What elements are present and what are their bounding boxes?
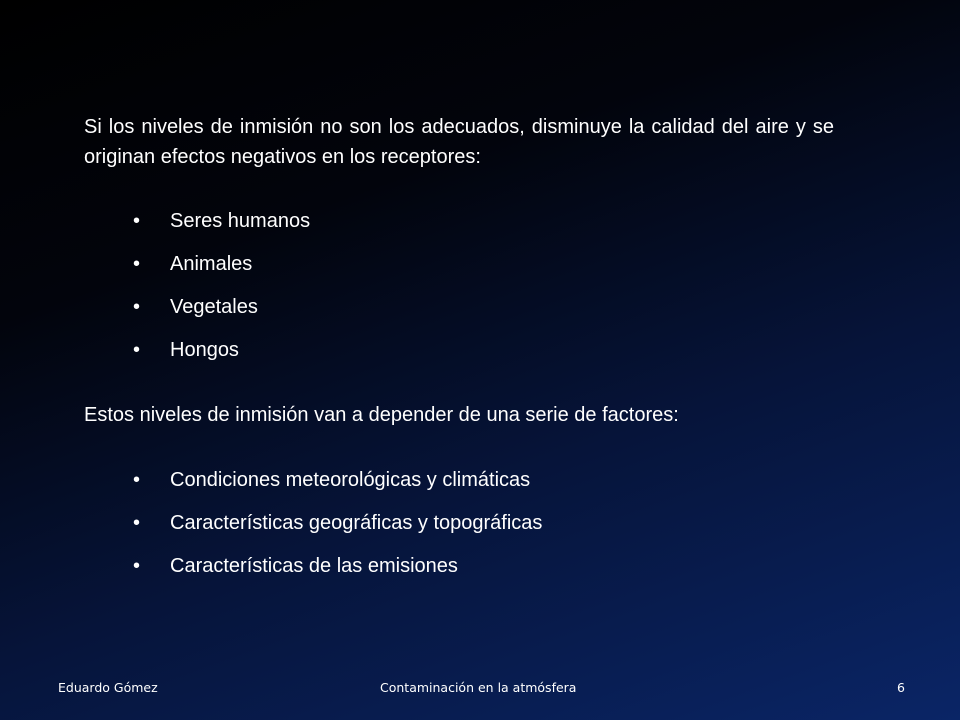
footer-title: Contaminación en la atmósfera xyxy=(380,680,577,695)
receptor-label: Hongos xyxy=(170,339,239,361)
receptors-list xyxy=(133,206,310,378)
receptor-label: Animales xyxy=(170,253,253,275)
bullet-icon: • xyxy=(133,253,141,275)
factor-label: Condiciones meteorológicas y climáticas xyxy=(170,469,531,491)
list-item xyxy=(133,551,542,594)
list-item xyxy=(133,292,310,335)
bullet-icon: • xyxy=(133,339,141,361)
list-item xyxy=(133,249,310,292)
bullet-icon: • xyxy=(133,555,141,577)
list-item xyxy=(133,335,310,378)
list-item xyxy=(133,206,310,249)
intro-paragraph: Si los niveles de inmisión no son los adecuados, disminuye la calidad del aire y se originan efectos negativos en los receptores: xyxy=(84,116,834,168)
factors-paragraph: Estos niveles de inmisión van a depender de una serie de factores: xyxy=(84,404,679,426)
receptor-label: Seres humanos xyxy=(170,210,311,232)
bullet-icon: • xyxy=(133,469,141,491)
factor-label: Características de las emisiones xyxy=(170,555,458,577)
bullet-icon: • xyxy=(133,512,141,534)
list-item xyxy=(133,508,542,551)
list-item xyxy=(133,465,542,508)
receptor-label: Vegetales xyxy=(170,296,258,318)
bullet-icon: • xyxy=(133,210,141,232)
factor-label: Características geográficas y topográficas xyxy=(170,512,543,534)
footer-author: Eduardo Gómez xyxy=(58,680,158,695)
page-number: 6 xyxy=(897,680,905,695)
factors-list xyxy=(133,465,542,594)
bullet-icon: • xyxy=(133,296,141,318)
